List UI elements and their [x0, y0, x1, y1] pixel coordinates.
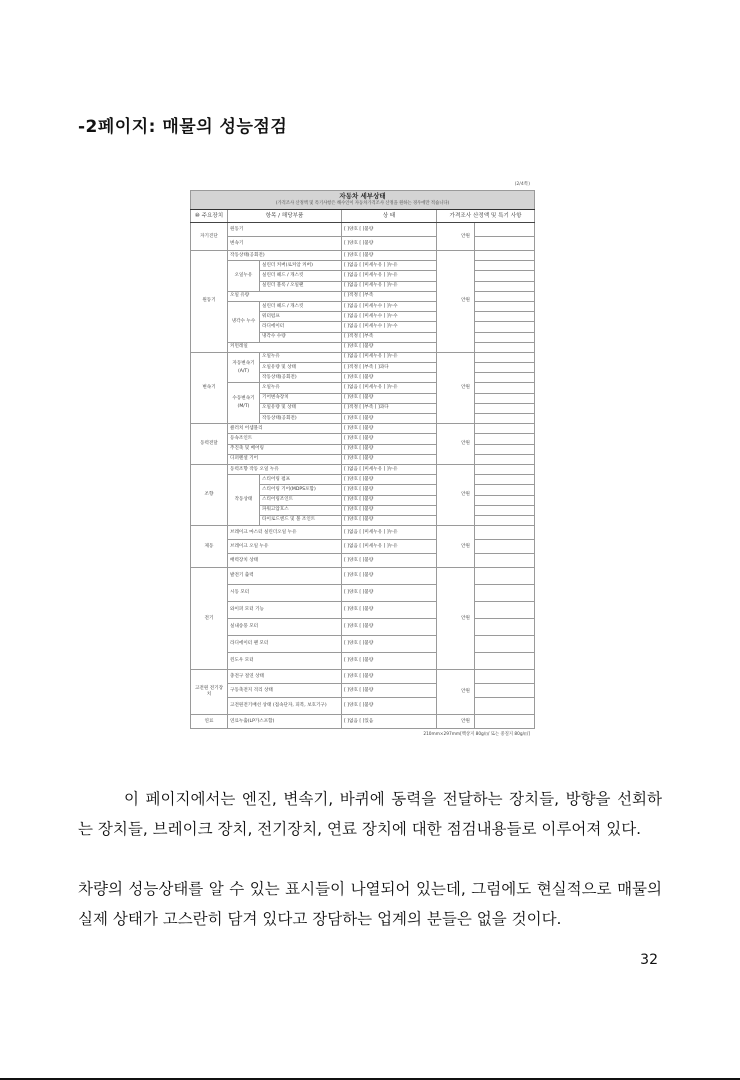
item-cell: 충전구 절연 상태 [228, 670, 342, 684]
item-cell: 스티어링 기어(MDPS포함) [260, 485, 342, 495]
table-row [191, 261, 535, 271]
item-cell: 오일누유 [260, 383, 342, 393]
status-cell: [ ]적정 [ ]부족 [ ]과다 [342, 403, 437, 413]
table-row [191, 619, 535, 636]
note-line [475, 653, 535, 670]
category-self-diagnosis: 자기진단 [191, 223, 228, 251]
note-line [475, 485, 535, 495]
note-line [475, 251, 535, 261]
item-cell: 작동상태(공회전) [260, 414, 342, 424]
status-cell: [ ]없음 [ ]미세누수 [ ]누수 [342, 322, 437, 332]
status-cell: [ ]없음 [ ]미세누유 [ ]누유 [342, 464, 437, 474]
note-line [475, 424, 535, 434]
status-cell: [ ]없음 [ ]미세누수 [ ]누수 [342, 312, 437, 322]
item-cell: 스티어링조인트 [260, 495, 342, 505]
status-cell: [ ]없음 [ ]미세누유 [ ]누유 [342, 281, 437, 291]
status-cell: [ ]적정 [ ]부족 [342, 332, 437, 342]
item-cell: 오일 유량 [228, 291, 342, 301]
note-line [475, 495, 535, 505]
item-cell: 원동기 [228, 223, 342, 237]
status-cell: [ ]양호 [ ]불량 [342, 342, 437, 352]
category-brake: 제동 [191, 526, 228, 568]
note-line [475, 585, 535, 602]
table-header-row [191, 210, 535, 223]
opinion-cell: 안원 [437, 715, 475, 729]
item-cell: 기어변속장치 [260, 393, 342, 403]
form-title: 자동차 세부상태 [339, 192, 386, 200]
item-cell: 추진축 및 베어링 [228, 444, 342, 454]
status-cell: [ ]양호 [ ]불량 [342, 670, 437, 684]
category-fuel: 연료 [191, 715, 228, 729]
status-cell: [ ]양호 [ ]불량 [342, 505, 437, 515]
status-cell: [ ]양호 [ ]불량 [342, 414, 437, 424]
status-cell: [ ]없음 [ ]있음 [342, 715, 437, 729]
item-cell: 실내송풍 모터 [228, 619, 342, 636]
item-cell: 고전원전기배선 상태 (접속단자, 피복, 보호기구) [228, 698, 342, 715]
category-high-voltage: 고전원 전기장치 [191, 670, 228, 715]
item-cell: 구동축전지 격리 상태 [228, 684, 342, 698]
table-row [191, 301, 535, 311]
item-cell: 클러치 어셈블리 [228, 424, 342, 434]
item-cell: 연료누출(LP가스포함) [228, 715, 342, 729]
note-line [475, 281, 535, 291]
item-cell: 브레이크 오일 누유 [228, 540, 342, 554]
item-cell: 등속조인트 [228, 434, 342, 444]
note-line [475, 715, 535, 729]
status-cell: [ ]양호 [ ]불량 [342, 475, 437, 485]
table-row [191, 585, 535, 602]
item-cell: 배력장치 상태 [228, 554, 342, 568]
item-cell: 오일유량 및 상태 [260, 363, 342, 373]
table-row [191, 342, 535, 352]
note-line [475, 363, 535, 373]
category-steering: 조향 [191, 464, 228, 525]
opinion-cell: 안원 [437, 223, 475, 251]
status-cell: [ ]양호 [ ]불량 [342, 653, 437, 670]
status-cell: [ ]양호 [ ]불량 [342, 602, 437, 619]
note-line [475, 602, 535, 619]
item-cell: 오일유량 및 상태 [260, 403, 342, 413]
table-row [191, 464, 535, 474]
item-cell: 시동 모터 [228, 585, 342, 602]
note-line [475, 223, 535, 237]
status-cell: [ ]양호 [ ]불량 [342, 636, 437, 653]
note-line [475, 475, 535, 485]
item-cell: 냉각수 수량 [260, 332, 342, 342]
opinion-cell: 안원 [437, 251, 475, 353]
section-heading: -2페이지: 매물의 성능점검 [78, 117, 288, 137]
item-cell: 파워고압호스 [260, 505, 342, 515]
status-cell: [ ]양호 [ ]불량 [342, 585, 437, 602]
category-power-transmission: 동력전달 [191, 424, 228, 465]
table-row [191, 540, 535, 554]
note-line [475, 373, 535, 383]
item-cell: 작동상태(공회전) [228, 251, 342, 261]
note-line [475, 515, 535, 525]
inspection-form-image [190, 180, 534, 737]
header-price-note: 가격조사 산정액 및 특기 사항 [437, 210, 535, 223]
note-line [475, 540, 535, 554]
status-cell: [ ]양호 [ ]불량 [342, 223, 437, 237]
note-line [475, 383, 535, 393]
table-row [191, 424, 535, 434]
item-cell: 실린더 블록 / 오일팬 [260, 281, 342, 291]
note-line [475, 312, 535, 322]
item-cell: 실린더 헤드 / 개스킷 [260, 301, 342, 311]
item-cell: 윈도우 모터 [228, 653, 342, 670]
status-cell: [ ]양호 [ ]불량 [342, 393, 437, 403]
table-row [191, 670, 535, 684]
table-row [191, 715, 535, 729]
table-row [191, 636, 535, 653]
status-cell: [ ]양호 [ ]불량 [342, 568, 437, 585]
table-row [191, 223, 535, 237]
opinion-cell: 안원 [437, 568, 475, 670]
opinion-cell: 안원 [437, 464, 475, 525]
opinion-cell: 안원 [437, 424, 475, 465]
table-row [191, 444, 535, 454]
status-cell: [ ]양호 [ ]불량 [342, 495, 437, 505]
table-row [191, 434, 535, 444]
status-cell: [ ]양호 [ ]불량 [342, 485, 437, 495]
status-cell: [ ]양호 [ ]불량 [342, 454, 437, 464]
status-cell: [ ]양호 [ ]불량 [342, 684, 437, 698]
table-row [191, 568, 535, 585]
category-transmission: 변속기 [191, 352, 228, 423]
item-cell: 워터펌프 [260, 312, 342, 322]
note-line [475, 568, 535, 585]
table-row [191, 602, 535, 619]
category-engine: 원동기 [191, 251, 228, 353]
status-cell: [ ]양호 [ ]불량 [342, 698, 437, 715]
status-cell: [ ]없음 [ ]미세누유 [ ]누유 [342, 383, 437, 393]
table-row [191, 251, 535, 261]
subcategory-manual: 수동변속기 (M/T) [228, 383, 260, 424]
status-cell: [ ]적정 [ ]부족 [ ]과다 [342, 363, 437, 373]
item-cell: 실린더 커버(로커암 커버) [260, 261, 342, 271]
table-row [191, 684, 535, 698]
item-cell: 와이퍼 모터 기능 [228, 602, 342, 619]
body-paragraph-1: 이 페이지에서는 엔진, 변속기, 바퀴에 동력을 전달하는 장치들, 방향을 선회하는 장치들, 브레이크 장치, 전기장치, 연료 장치에 대한 점검내용들로 이루어져 있다. [78, 790, 662, 838]
status-cell: [ ]없음 [ ]미세누유 [ ]누유 [342, 352, 437, 362]
form-page-indicator: (2/4쪽) [514, 182, 530, 187]
status-cell: [ ]없음 [ ]미세누유 [ ]누유 [342, 271, 437, 281]
note-line [475, 237, 535, 251]
page-number: 32 [640, 952, 658, 968]
item-cell: 발전기 출력 [228, 568, 342, 585]
item-cell: 디퍼렌셜 기어 [228, 454, 342, 464]
table-row [191, 383, 535, 393]
note-line [475, 636, 535, 653]
note-line [475, 619, 535, 636]
note-line [475, 554, 535, 568]
table-row [191, 291, 535, 301]
vehicle-detail-table [190, 190, 535, 729]
note-line [475, 342, 535, 352]
note-line [475, 684, 535, 698]
header-main-device: ⑩ 주요장치 [191, 210, 228, 223]
status-cell: [ ]적정 [ ]부족 [342, 291, 437, 301]
item-cell: 실린더 헤드 / 개스킷 [260, 271, 342, 281]
item-cell: 타이로드엔드 및 볼 조인트 [260, 515, 342, 525]
status-cell: [ ]양호 [ ]불량 [342, 251, 437, 261]
note-line [475, 526, 535, 540]
table-row [191, 554, 535, 568]
note-line [475, 352, 535, 362]
item-cell: 스티어링 펌프 [260, 475, 342, 485]
status-cell: [ ]없음 [ ]미세누수 [ ]누수 [342, 301, 437, 311]
note-line [475, 261, 535, 271]
status-cell: [ ]없음 [ ]미세누유 [ ]누유 [342, 526, 437, 540]
note-line [475, 403, 535, 413]
header-item: 항목 / 해당부품 [228, 210, 342, 223]
status-cell: [ ]양호 [ ]불량 [342, 237, 437, 251]
subcategory-oil-leak: 오일누유 [228, 261, 260, 292]
status-cell: [ ]양호 [ ]불량 [342, 515, 437, 525]
form-subtitle: (가격조사 산정액 및 특기사항은 해수인이 자동차가격조사 산정을 원하는 경우에만 적습니다) [275, 201, 450, 206]
item-cell: 동력조향 작동 오일 누유 [228, 464, 342, 474]
item-cell: 라디에이터 팬 모터 [228, 636, 342, 653]
subcategory-coolant-leak: 냉각수 누수 [228, 301, 260, 342]
note-line [475, 393, 535, 403]
subcategory-operation: 작동상태 [228, 475, 260, 526]
form-footer-note: 210mm×297mm[백상지 80g/㎡ 또는 중질지 80g/㎡] [423, 732, 530, 738]
category-electrical: 전기 [191, 568, 228, 670]
note-line [475, 414, 535, 424]
item-cell: 커먼레일 [228, 342, 342, 352]
note-line [475, 505, 535, 515]
note-line [475, 291, 535, 301]
status-cell: [ ]없음 [ ]미세누유 [ ]누유 [342, 261, 437, 271]
status-cell: [ ]양호 [ ]불량 [342, 434, 437, 444]
opinion-cell: 안원 [437, 352, 475, 423]
note-line [475, 454, 535, 464]
header-status: 상 태 [342, 210, 437, 223]
note-line [475, 670, 535, 684]
note-line [475, 698, 535, 715]
note-line [475, 464, 535, 474]
status-cell: [ ]양호 [ ]불량 [342, 373, 437, 383]
opinion-cell: 안원 [437, 670, 475, 715]
status-cell: [ ]양호 [ ]불량 [342, 554, 437, 568]
note-line [475, 322, 535, 332]
item-cell: 오일누유 [260, 352, 342, 362]
form-title-row [191, 191, 535, 210]
table-row [191, 698, 535, 715]
table-row [191, 653, 535, 670]
status-cell: [ ]양호 [ ]불량 [342, 444, 437, 454]
item-cell: 브레이크 마스터 실린더오일 누유 [228, 526, 342, 540]
item-cell: 라디에이터 [260, 322, 342, 332]
note-line [475, 444, 535, 454]
status-cell: [ ]양호 [ ]불량 [342, 424, 437, 434]
item-cell: 작동상태(공회전) [260, 373, 342, 383]
table-row [191, 526, 535, 540]
note-line [475, 332, 535, 342]
body-paragraph-2: 차량의 성능상태를 알 수 있는 표시들이 나열되어 있는데, 그럼에도 현실적으로 매물의 실제 상태가 고스란히 담겨 있다고 장담하는 업계의 분들은 없을 것이다. [78, 880, 662, 928]
table-row [191, 237, 535, 251]
table-row [191, 475, 535, 485]
status-cell: [ ]없음 [ ]미세누유 [ ]누유 [342, 540, 437, 554]
table-row [191, 454, 535, 464]
note-line [475, 301, 535, 311]
note-line [475, 434, 535, 444]
table-row [191, 352, 535, 362]
item-cell: 변속기 [228, 237, 342, 251]
opinion-cell: 안원 [437, 526, 475, 568]
note-line [475, 271, 535, 281]
subcategory-automatic: 자동변속기 (A/T) [228, 352, 260, 383]
status-cell: [ ]양호 [ ]불량 [342, 619, 437, 636]
